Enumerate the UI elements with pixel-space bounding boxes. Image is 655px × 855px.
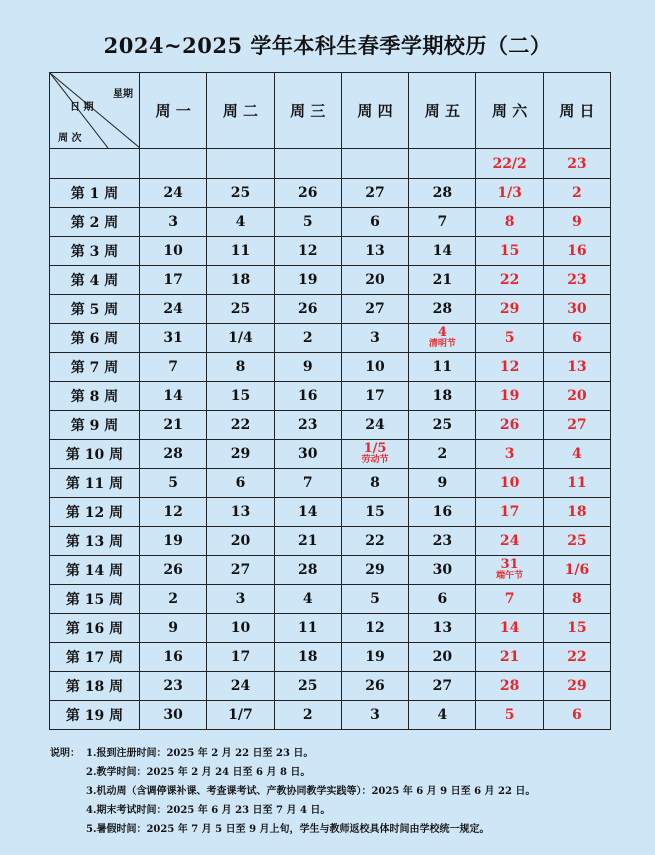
day-cell: 3: [341, 701, 408, 730]
day-cell: 23: [274, 411, 341, 440]
page-title: 2024~2025 学年本科生春季学期校历（二）: [103, 33, 552, 58]
week-row: [50, 179, 611, 208]
holiday-name: 劳动节: [361, 455, 389, 465]
day-cell-weekend: 6: [543, 701, 610, 730]
week-row: [50, 469, 611, 498]
day-cell: 29: [207, 440, 274, 469]
day-cell-weekend: 6: [543, 324, 610, 353]
day-cell-weekend: 22/2: [476, 149, 543, 179]
day-cell: 25: [207, 295, 274, 324]
day-cell-holiday: [341, 440, 408, 469]
holiday-date: 31: [500, 557, 519, 572]
day-cell: [140, 149, 207, 179]
note-item: 5.暑假时间：2025 年 7 月 5 日至 9 月上旬，学生与教师返校具体时间由学校统一规定。: [86, 824, 490, 835]
day-cell: 11: [274, 614, 341, 643]
day-cell: 3: [341, 324, 408, 353]
day-cell: 13: [409, 614, 476, 643]
day-cell: 13: [207, 498, 274, 527]
weekday-header: 周 二: [207, 73, 274, 149]
week-label: 第 10 周: [50, 440, 140, 469]
week-label: 第 15 周: [50, 585, 140, 614]
day-cell: 27: [341, 295, 408, 324]
day-cell-weekend: 16: [543, 237, 610, 266]
day-cell-weekend: 10: [476, 469, 543, 498]
day-cell: [341, 149, 408, 179]
day-cell: 22: [341, 527, 408, 556]
week-row: [50, 527, 611, 556]
day-cell: 24: [341, 411, 408, 440]
week-row: [50, 411, 611, 440]
day-cell: 6: [207, 469, 274, 498]
day-cell: 10: [341, 353, 408, 382]
day-cell: 14: [140, 382, 207, 411]
day-cell: 17: [341, 382, 408, 411]
day-cell: 4: [274, 585, 341, 614]
day-cell: 28: [140, 440, 207, 469]
day-cell: 5: [341, 585, 408, 614]
pre-week-row: [50, 149, 611, 179]
day-cell: 28: [409, 295, 476, 324]
day-cell: 27: [409, 672, 476, 701]
week-row: [50, 556, 611, 585]
day-cell-weekend: 29: [543, 672, 610, 701]
day-cell: 18: [274, 643, 341, 672]
week-label: 第 14 周: [50, 556, 140, 585]
day-cell: 9: [409, 469, 476, 498]
day-cell-weekend: 1/3: [476, 179, 543, 208]
day-cell-weekend: 30: [543, 295, 610, 324]
week-label: 第 11 周: [50, 469, 140, 498]
day-cell: [207, 149, 274, 179]
week-row: [50, 324, 611, 353]
day-cell: 20: [341, 266, 408, 295]
day-cell: 3: [207, 585, 274, 614]
day-cell-weekend: 13: [543, 353, 610, 382]
day-cell-weekend: 23: [543, 149, 610, 179]
day-cell: 5: [140, 469, 207, 498]
day-cell: 11: [207, 237, 274, 266]
day-cell: 2: [409, 440, 476, 469]
day-cell: 12: [341, 614, 408, 643]
weekday-header: 周 六: [476, 73, 543, 149]
day-cell: 17: [207, 643, 274, 672]
corner-cell: [50, 73, 140, 149]
day-cell-weekend: 25: [543, 527, 610, 556]
header-row: [50, 73, 611, 149]
day-cell: [274, 149, 341, 179]
day-cell: 2: [140, 585, 207, 614]
day-cell-weekend: 23: [543, 266, 610, 295]
week-label: 第 19 周: [50, 701, 140, 730]
week-label: 第 1 周: [50, 179, 140, 208]
day-cell: 25: [409, 411, 476, 440]
week-label: 第 9 周: [50, 411, 140, 440]
day-cell: 12: [140, 498, 207, 527]
week-label: [50, 149, 140, 179]
day-cell: [409, 149, 476, 179]
day-cell: 20: [409, 643, 476, 672]
day-cell-weekend: 7: [476, 585, 543, 614]
day-cell: 5: [274, 208, 341, 237]
week-label: 第 4 周: [50, 266, 140, 295]
note-item: 2.教学时间：2025 年 2 月 24 日至 6 月 8 日。: [86, 767, 311, 778]
notes-heading: 说明：: [50, 748, 80, 759]
day-cell-weekend: 2: [543, 179, 610, 208]
week-row: [50, 440, 611, 469]
weekday-header: 周 四: [341, 73, 408, 149]
day-cell-weekend: 12: [476, 353, 543, 382]
day-cell: 3: [140, 208, 207, 237]
day-cell: 9: [274, 353, 341, 382]
week-label: 第 2 周: [50, 208, 140, 237]
day-cell-weekend: 5: [476, 324, 543, 353]
week-row: [50, 382, 611, 411]
day-cell: 15: [207, 382, 274, 411]
day-cell: 13: [341, 237, 408, 266]
calendar-table: [49, 72, 611, 730]
day-cell: 30: [140, 701, 207, 730]
day-cell-weekend: 26: [476, 411, 543, 440]
day-cell-weekend: 15: [543, 614, 610, 643]
day-cell: 10: [140, 237, 207, 266]
day-cell: 12: [274, 237, 341, 266]
corner-label-week: 周 次: [58, 133, 82, 144]
day-cell: 1/7: [207, 701, 274, 730]
day-cell: 21: [409, 266, 476, 295]
day-cell: 10: [207, 614, 274, 643]
day-cell: 4: [207, 208, 274, 237]
day-cell: 25: [207, 179, 274, 208]
day-cell-weekend: 15: [476, 237, 543, 266]
day-cell: 24: [140, 179, 207, 208]
day-cell: 23: [140, 672, 207, 701]
day-cell: 7: [409, 208, 476, 237]
day-cell: 20: [207, 527, 274, 556]
day-cell: 19: [341, 643, 408, 672]
day-cell-weekend: 19: [476, 382, 543, 411]
week-row: [50, 614, 611, 643]
day-cell: 24: [207, 672, 274, 701]
day-cell: 9: [140, 614, 207, 643]
day-cell-weekend: 20: [543, 382, 610, 411]
day-cell-weekend: 9: [543, 208, 610, 237]
day-cell-weekend: 22: [543, 643, 610, 672]
day-cell: 19: [140, 527, 207, 556]
day-cell-weekend: 8: [543, 585, 610, 614]
week-row: [50, 498, 611, 527]
day-cell: 1/4: [207, 324, 274, 353]
week-label: 第 17 周: [50, 643, 140, 672]
day-cell: 23: [409, 527, 476, 556]
day-cell: 16: [274, 382, 341, 411]
day-cell: 16: [409, 498, 476, 527]
day-cell: 26: [341, 672, 408, 701]
week-label: 第 13 周: [50, 527, 140, 556]
day-cell: 28: [274, 556, 341, 585]
week-label: 第 8 周: [50, 382, 140, 411]
week-label: 第 7 周: [50, 353, 140, 382]
day-cell: 19: [274, 266, 341, 295]
day-cell: 26: [274, 295, 341, 324]
weekday-header: 周 五: [409, 73, 476, 149]
day-cell-weekend: 22: [476, 266, 543, 295]
week-row: [50, 585, 611, 614]
corner-label-date: 日 期: [70, 102, 94, 113]
day-cell: 18: [207, 266, 274, 295]
day-cell: 26: [140, 556, 207, 585]
week-row: [50, 208, 611, 237]
weekday-header: 周 一: [140, 73, 207, 149]
day-cell: 22: [207, 411, 274, 440]
day-cell-weekend: 24: [476, 527, 543, 556]
day-cell: 25: [274, 672, 341, 701]
day-cell-holiday: [476, 556, 543, 585]
holiday-name: 清明节: [428, 339, 456, 349]
day-cell-weekend: 1/6: [543, 556, 610, 585]
day-cell: 2: [274, 701, 341, 730]
day-cell: 14: [409, 237, 476, 266]
week-label: 第 3 周: [50, 237, 140, 266]
holiday-name: 端午节: [496, 571, 524, 581]
week-row: [50, 237, 611, 266]
notes-list: [50, 744, 640, 839]
day-cell-weekend: 4: [543, 440, 610, 469]
day-cell: 28: [409, 179, 476, 208]
week-label: 第 6 周: [50, 324, 140, 353]
day-cell: 30: [409, 556, 476, 585]
day-cell-weekend: 14: [476, 614, 543, 643]
day-cell: 14: [274, 498, 341, 527]
day-cell-weekend: 8: [476, 208, 543, 237]
day-cell: 2: [274, 324, 341, 353]
day-cell-weekend: 29: [476, 295, 543, 324]
day-cell: 31: [140, 324, 207, 353]
note-item: 3.机动周（含调停课补课、考查课考试、产教协同教学实践等）：2025 年 6 月 9 日至 6 月 22 日。: [86, 786, 536, 797]
week-row: [50, 643, 611, 672]
day-cell-weekend: 5: [476, 701, 543, 730]
day-cell-weekend: 21: [476, 643, 543, 672]
weekday-header: 周 日: [543, 73, 610, 149]
day-cell: 27: [207, 556, 274, 585]
day-cell: 8: [341, 469, 408, 498]
week-row: [50, 353, 611, 382]
day-cell: 26: [274, 179, 341, 208]
day-cell: 18: [409, 382, 476, 411]
week-label: 第 12 周: [50, 498, 140, 527]
day-cell-weekend: 18: [543, 498, 610, 527]
note-item: 1.报到注册时间：2025 年 2 月 22 日至 23 日。: [86, 748, 314, 759]
week-label: 第 18 周: [50, 672, 140, 701]
week-label: 第 16 周: [50, 614, 140, 643]
day-cell: 24: [140, 295, 207, 324]
day-cell: 16: [140, 643, 207, 672]
week-row: [50, 266, 611, 295]
day-cell-weekend: 11: [543, 469, 610, 498]
week-row: [50, 701, 611, 730]
day-cell: 6: [341, 208, 408, 237]
week-row: [50, 672, 611, 701]
day-cell: 4: [409, 701, 476, 730]
day-cell: 21: [140, 411, 207, 440]
day-cell: 7: [140, 353, 207, 382]
week-label: 第 5 周: [50, 295, 140, 324]
day-cell: 11: [409, 353, 476, 382]
day-cell: 21: [274, 527, 341, 556]
day-cell-weekend: 17: [476, 498, 543, 527]
day-cell: 30: [274, 440, 341, 469]
day-cell: 7: [274, 469, 341, 498]
holiday-date: 4: [437, 325, 447, 340]
day-cell: 6: [409, 585, 476, 614]
day-cell: 27: [341, 179, 408, 208]
day-cell-weekend: 28: [476, 672, 543, 701]
day-cell-holiday: [409, 324, 476, 353]
weekday-header: 周 三: [274, 73, 341, 149]
day-cell: 8: [207, 353, 274, 382]
day-cell: 15: [341, 498, 408, 527]
note-item: 4.期末考试时间：2025 年 6 月 23 日至 7 月 4 日。: [86, 805, 331, 816]
day-cell: 29: [341, 556, 408, 585]
day-cell-weekend: 27: [543, 411, 610, 440]
day-cell: 17: [140, 266, 207, 295]
corner-label-weekday: 星期: [113, 89, 133, 100]
notes-section: [50, 744, 640, 839]
holiday-date: 1/5: [363, 441, 387, 456]
day-cell-weekend: 3: [476, 440, 543, 469]
week-row: [50, 295, 611, 324]
